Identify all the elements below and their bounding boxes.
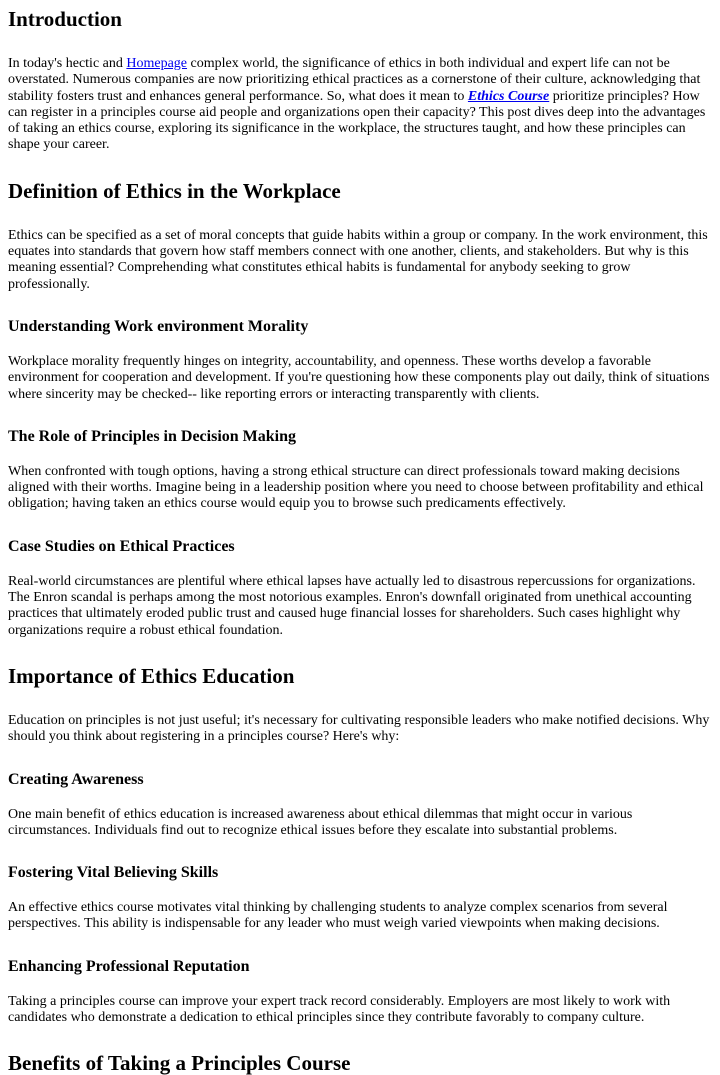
- paragraph-critical-thinking: An effective ethics course motivates vital thinking by challenging students to analyze complex scenarios from several perspectives. This ability is indispensable for any leader who must weigh varied viewpoints when making decisions.: [8, 900, 668, 932]
- intro-text-1: In today's hectic and: [8, 56, 127, 71]
- heading-introduction: Introduction: [8, 7, 122, 31]
- paragraph-definition: Ethics can be specified as a set of moral concepts that guide habits within a group or company. In the work environment, this equates into standards that govern how staff members connect with one another, clients, and stakeholders. But why is this meaning essential? Comprehending what constitutes ethical habits is fundamental for anybody seeking to grow professionally.: [8, 227, 708, 292]
- paragraph-reputation: Taking a principles course can improve your expert track record considerably. Employers are most likely to work with candidates who demonstrate a dedication to ethical principles since they contribute favorably to company culture.: [8, 993, 671, 1026]
- paragraph-importance: Education on principles is not just useful; it's necessary for cultivating responsible leaders who make notified decisions. Why should you think about registering in a principles course? Here's why:: [8, 712, 710, 745]
- paragraph-introduction: [8, 56, 714, 154]
- homepage-link[interactable]: Homepage: [126, 56, 188, 71]
- paragraph-morality: Workplace morality frequently hinges on integrity, accountability, and openness. These worths develop a favorable environment for cooperation and development. If you're questioning how these components play out daily, think of situations where sincerity may be checked-- like reporting errors or interacting transparently with clients.: [8, 353, 710, 402]
- ethics-course-link[interactable]: Ethics Course: [467, 88, 550, 104]
- heading-decision-making: The Role of Principles in Decision Making: [8, 427, 296, 445]
- paragraph-awareness: One main benefit of ethics education is increased awareness about ethical dilemmas that might occur in various circumstances. Individuals find out to recognize ethical issues before they escalate into substantial problems.: [8, 806, 633, 838]
- heading-morality: Understanding Work environment Morality: [8, 317, 309, 335]
- heading-reputation: Enhancing Professional Reputation: [8, 957, 250, 975]
- paragraph-decision-making: When confronted with tough options, having a strong ethical structure can direct professionals toward making decisions aligned with their worths. Imagine being in a leadership position where you need to choose between profitability and ethical obligation; having taken an ethics course would equip you to browse such predicaments effectively.: [8, 463, 704, 512]
- heading-case-studies: Case Studies on Ethical Practices: [8, 537, 235, 555]
- heading-benefits: Benefits of Taking a Principles Course: [8, 1051, 351, 1075]
- intro-text-3: prioritize principles? How can register in a principles course aid people and organizations open their capacity? This post dives deep into the advantages of taking an ethics course, exploring its significance in the workplace, the structures taught, and how these principles can shape your career.: [8, 88, 706, 153]
- intro-text-2: complex world, the significance of ethics in both individual and expert life can not be overstated. Numerous companies are now prioritizing ethical practices as a cornerstone of their culture, acknowledging that stability fosters trust and enhances general performance. So, what does it mean to: [8, 56, 701, 104]
- heading-critical-thinking: Fostering Vital Believing Skills: [8, 864, 219, 882]
- heading-awareness: Creating Awareness: [8, 770, 144, 788]
- paragraph-case-studies: Real-world circumstances are plentiful where ethical lapses have actually led to disastrous repercussions for organizations. The Enron scandal is perhaps among the most notorious examples. Enron's downfall originated from unethical accounting practices that ultimately eroded public trust and caused huge financial losses for shareholders. Such cases highlight why organizations require a robust ethical foundation.: [8, 573, 696, 638]
- heading-importance: Importance of Ethics Education: [8, 663, 295, 688]
- heading-definition: Definition of Ethics in the Workplace: [8, 178, 341, 203]
